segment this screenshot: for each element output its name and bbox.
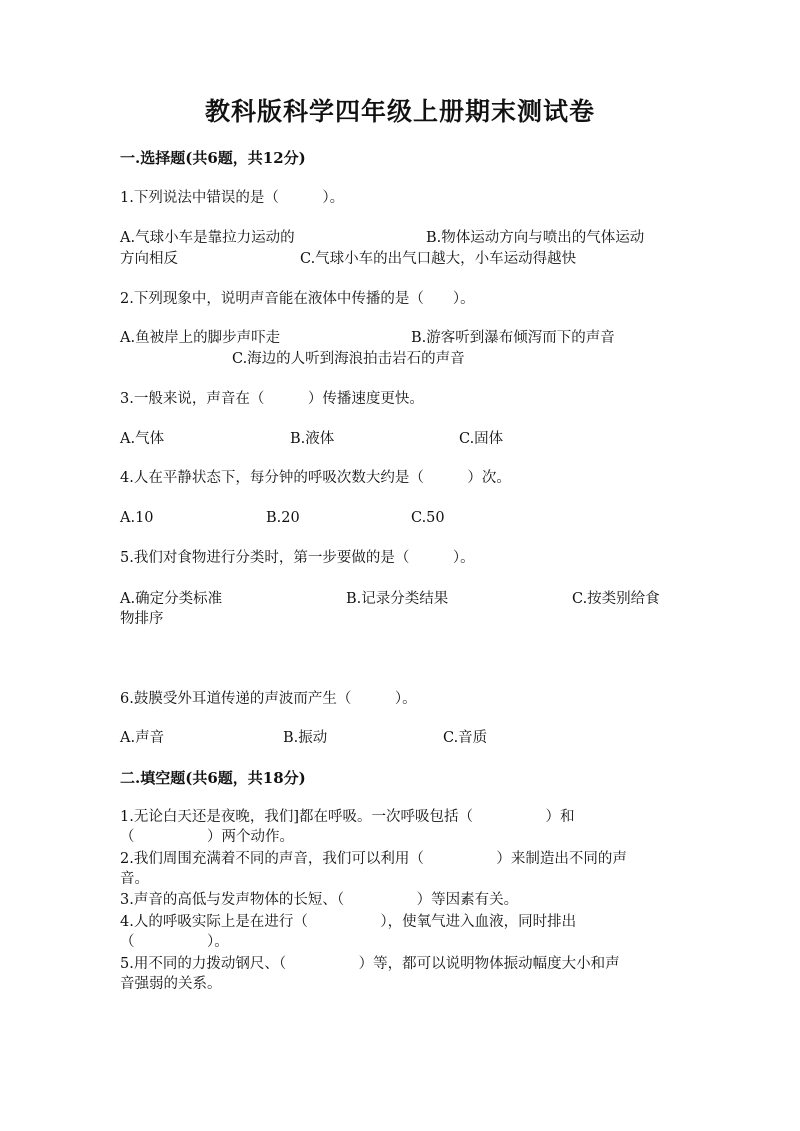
question-2-stem: 2.下列现象中，说明声音能在液体中传播的是（ ）。 (120, 291, 475, 307)
question-3-option-b: B.液体 (290, 431, 335, 447)
question-5-option-a: A.确定分类标准 (120, 591, 223, 607)
fill-line: （ ）。 (120, 934, 229, 950)
question-5-option-c-continued: 物排序 (120, 611, 164, 627)
fill-line: 5.用不同的力拨动钢尺、（ ）等，都可以说明物体振动幅度大小和声 (120, 956, 620, 972)
question-4-option-c: C.50 (411, 510, 445, 526)
question-1-option-b-continued: 方向相反 (120, 251, 178, 267)
question-6-option-a: A.声音 (120, 730, 165, 746)
question-3-option-c: C.固体 (459, 431, 504, 447)
question-5-option-c: C.按类别给食 (572, 591, 660, 607)
question-1-option-c: C.气球小车的出气口越大，小车运动得越快 (300, 251, 577, 267)
section-heading-fill-blank: 二.填空题(共6题，共18分) (120, 769, 306, 787)
page-title: 教科版科学四年级上册期末测试卷 (204, 97, 595, 126)
section-heading-choice: 一.选择题(共6题，共12分) (120, 149, 306, 167)
question-1-option-b: B.物体运动方向与喷出的气体运动 (426, 230, 645, 246)
question-5-option-b: B.记录分类结果 (346, 591, 449, 607)
question-1-option-a: A.气球小车是靠拉力运动的 (120, 230, 295, 246)
question-4-option-b: B.20 (266, 510, 300, 526)
fill-line: 3.声音的高低与发声物体的长短、（ ）等因素有关。 (120, 892, 519, 908)
fill-line: 音强弱的关系。 (120, 976, 222, 992)
fill-line: 1.无论白天还是夜晚，我们]都在呼吸。一次呼吸包括（ ）和 (120, 809, 575, 825)
fill-line: 4.人的呼吸实际上是在进行（ ），使氧气进入血液，同时排出 (120, 914, 577, 930)
question-2-option-b: B.游客听到瀑布倾泻而下的声音 (411, 330, 615, 346)
question-1-stem: 1.下列说法中错误的是（ ）。 (120, 190, 345, 206)
fill-line: 音。 (120, 871, 149, 887)
question-6-option-c: C.音质 (443, 730, 488, 746)
question-2-option-a: A.鱼被岸上的脚步声吓走 (120, 330, 281, 346)
question-6-stem: 6.鼓膜受外耳道传递的声波而产生（ ）。 (120, 691, 417, 707)
question-3-stem: 3.一般来说，声音在（ ）传播速度更快。 (120, 391, 424, 407)
fill-line: 2.我们周围充满着不同的声音，我们可以利用（ ）来制造出不同的声 (120, 851, 627, 867)
question-2-option-c: C.海边的人听到海浪拍击岩石的声音 (232, 351, 465, 367)
question-4-option-a: A.10 (120, 510, 154, 526)
fill-line: （ ）两个动作。 (120, 829, 294, 845)
question-5-stem: 5.我们对食物进行分类时，第一步要做的是（ ）。 (120, 550, 475, 566)
question-4-stem: 4.人在平静状态下，每分钟的呼吸次数大约是（ ）次。 (120, 470, 511, 486)
question-3-option-a: A.气体 (120, 431, 165, 447)
question-6-option-b: B.振动 (283, 730, 328, 746)
